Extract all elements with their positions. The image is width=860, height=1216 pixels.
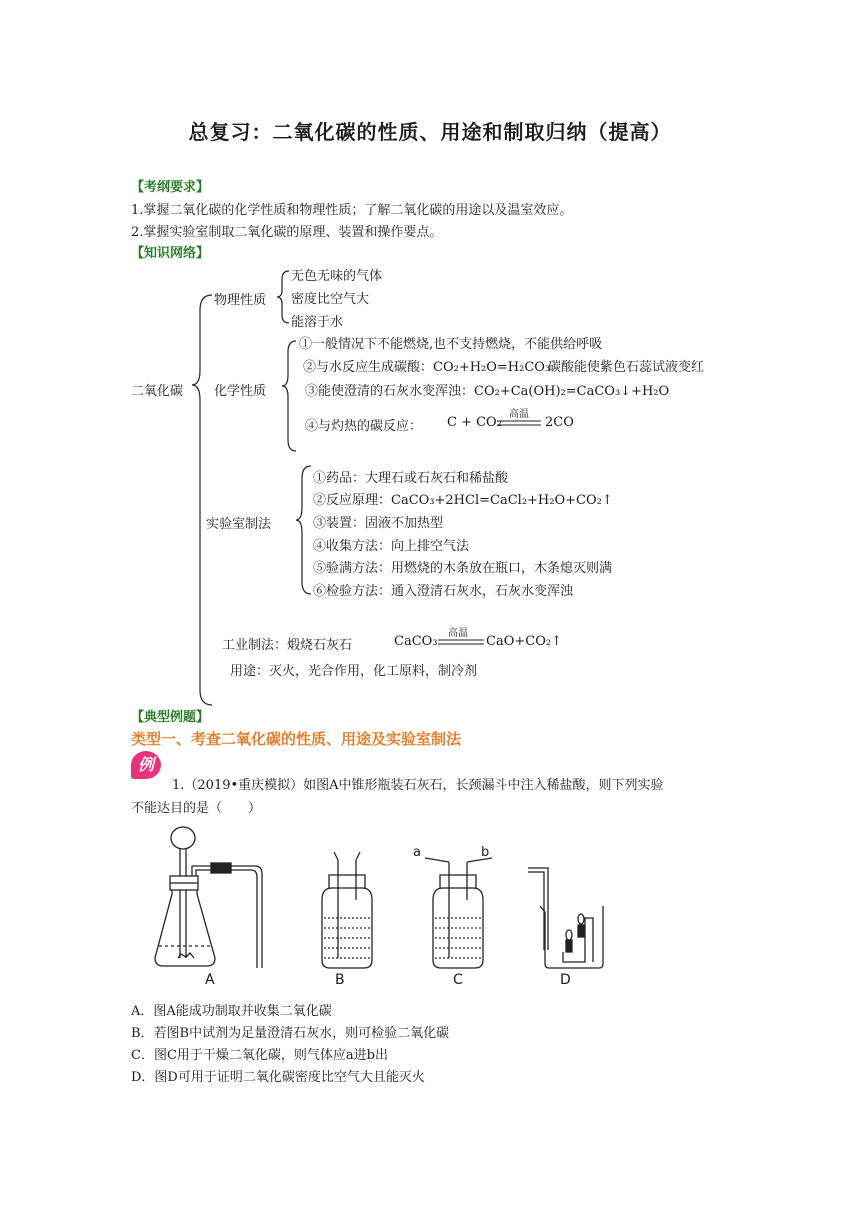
lab-label: 实验室制法: [206, 517, 272, 532]
option-b: B．若图B中试剂为足量澄清石灰水，则可检验二氧化碳: [131, 1026, 450, 1041]
chemical-item: ①一般情况下不能燃烧,也不支持燃烧，不能供给呼吸: [299, 337, 603, 352]
apparatus-d: [528, 868, 603, 968]
physical-item: 能溶于水: [291, 315, 344, 330]
industry-products: CaO+CO₂↑: [486, 634, 562, 649]
industry-label: 工业制法：煅烧石灰石: [222, 638, 353, 653]
question-text: 1.（2019•重庆模拟）如图A中锥形瓶装石灰石，长颈漏斗中注入稀盐酸，则下列实验: [172, 778, 664, 793]
lab-item: ⑤验满方法：用燃烧的木条放在瓶口，木条熄灭则满: [313, 561, 613, 576]
lab-item: ⑥检验方法：通入澄清石灰水，石灰水变浑浊: [313, 584, 574, 599]
figure-label-b: B: [335, 972, 345, 988]
page-title: 总复习：二氧化碳的性质、用途和制取归纳（提高）: [188, 120, 672, 144]
example-badge: 例: [131, 751, 161, 779]
lab-item: ①药品：大理石或石灰石和稀盐酸: [313, 471, 509, 486]
figure-label-c: C: [453, 972, 463, 988]
option-d: D．图D可用于证明二氧化碳密度比空气大且能灭火: [131, 1070, 425, 1085]
chemical-item-note: 碳酸能使紫色石蕊试液变红: [548, 360, 705, 375]
figure-label-d: D: [560, 972, 571, 988]
exam-requirement-2: 2.掌握实验室制取二氧化碳的原理、装置和操作要点。: [131, 225, 443, 240]
industry-reactant: CaCO₃: [394, 634, 438, 649]
chemical-item: ④与灼热的碳反应：: [305, 419, 423, 434]
usage: 用途：灭火，光合作用，化工原料，制冷剂: [230, 664, 478, 679]
type-1-heading: 类型一、考查二氧化碳的性质、用途及实验室制法: [131, 730, 462, 748]
knowledge-network-heading: 【知识网络】: [131, 246, 210, 261]
apparatus-b: [322, 852, 372, 968]
chemical-item: ③能使澄清的石灰水变浑浊：CO₂+Ca(OH)₂=CaCO₃↓+H₂O: [305, 384, 670, 399]
apparatus-a: [155, 827, 262, 968]
chemical-label: 化学性质: [214, 384, 267, 399]
tube-label-a: a: [413, 845, 421, 860]
equation-reactants: C + CO₂: [447, 415, 502, 430]
figure-label-a: A: [205, 972, 215, 988]
reaction-condition: 高温: [509, 409, 529, 420]
chemical-item: ②与水反应生成碳酸：CO₂+H₂O=H₂CO₃: [303, 360, 551, 375]
equation-product: 2CO: [545, 415, 574, 430]
industry-condition: 高温: [448, 628, 468, 639]
question-text: 不能达目的是（ ）: [131, 801, 262, 816]
exam-requirements-heading: 【考纲要求】: [131, 180, 210, 195]
physical-item: 密度比空气大: [291, 292, 370, 307]
apparatus-c: [425, 858, 492, 968]
root-node: 二氧化碳: [131, 384, 184, 399]
tube-label-b: b: [481, 845, 490, 860]
lab-item: ③装置：固液不加热型: [313, 516, 444, 531]
examples-heading: 【典型例题】: [131, 710, 210, 725]
option-a: A．图A能成功制取并收集二氧化碳: [131, 1004, 332, 1019]
physical-item: 无色无味的气体: [291, 269, 383, 284]
lab-item: ②反应原理：CaCO₃+2HCl=CaCl₂+H₂O+CO₂↑: [313, 493, 613, 508]
lab-item: ④收集方法：向上排空气法: [313, 539, 470, 554]
option-c: C．图C用于干燥二氧化碳，则气体应a进b出: [131, 1048, 388, 1063]
exam-requirement-1: 1.掌握二氧化碳的化学性质和物理性质；了解二氧化碳的用途以及温室效应。: [131, 203, 573, 218]
physical-label: 物理性质: [214, 293, 267, 308]
